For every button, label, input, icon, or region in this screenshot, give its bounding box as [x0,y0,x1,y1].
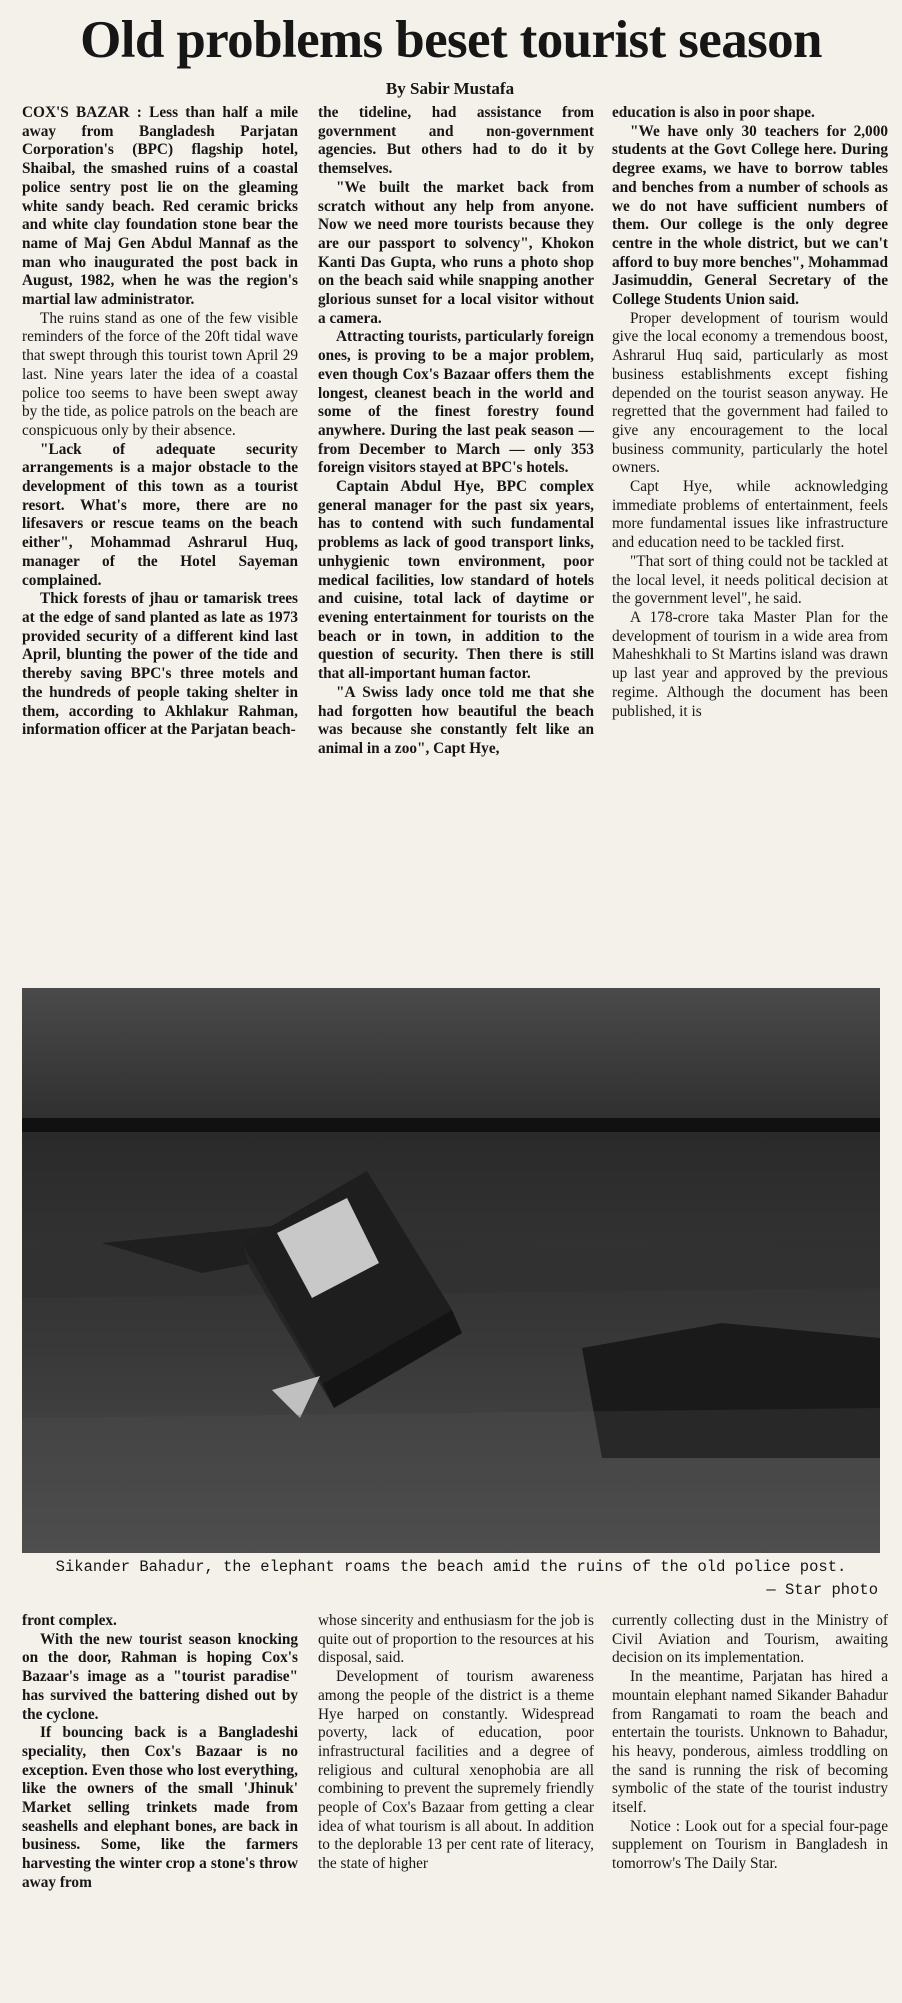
paragraph: Capt Hye, while acknowledging immediate problems of entertainment, feels more fundamental issues like infrastructure and education need to be tackled first. [612,478,888,552]
article-column-2-top [318,104,594,978]
article-column-3-top [612,104,888,978]
paragraph: Proper development of tourism would give the local economy a tremendous boost, Ashrarul Huq said, particularly as most business establishments except fishing depended on the tourist season anyway. He regretted that the government had failed to give any encouragement to the local business community, particularly the hotel owners. [612,309,888,477]
paragraph: Thick forests of jhau or tamarisk trees at the edge of sand planted as late as 1973 provided security of a different kind last April, blunting the power of the tide and thereby saving BPC's three motels and the hundreds of people taking shelter in them, according to Akhlakur Rahman, information officer at the Parjatan beach- [22,590,298,739]
paragraph: Notice : Look out for a special four-page supplement on Tourism in Bangladesh in tomorrow's The Daily Star. [612,1817,888,1873]
paragraph: Development of tourism awareness among the people of the district is a theme Hye harped on constantly. Widespread poverty, lack of education, poor infrastructural facilities and a degree of religious and cultural xenophobia are all combining to prevent the supremely friendly people of Cox's Bazaar from getting a clear idea of what tourism is all about. In addition to the deplorable 13 per cent rate of literacy, the state of higher [318,1668,594,1873]
paragraph: currently collecting dust in the Ministry of Civil Aviation and Tourism, awaiting decision on its implementation. [612,1612,888,1667]
photo-illustration [22,988,880,1553]
byline: By Sabir Mustafa [385,79,515,98]
dateline: COX'S BAZAR : [22,104,150,121]
paragraph: A 178-crore taka Master Plan for the development of tourism in a wide area from Maheshkhali to St Martins island was drawn up last year and approved by the previous regime. Although the document has been published, it is [612,608,888,720]
paragraph: Attracting tourists, particularly foreign ones, is proving to be a major problem, even though Cox's Bazaar offers them the longest, cleanest beach in the world and some of the finest forestry found anywhere. During the last peak season — from December to March — only 353 foreign visitors stayed at BPC's hotels. [318,328,594,477]
paragraph: "We built the market back from scratch without any help from anyone. Now we need more tourists because they are our passport to solvency", Khokon Kanti Das Gupta, who runs a photo shop on the beach said while snapping another glorious sunset for a local visitor without a camera. [318,178,594,327]
paragraph: the tideline, had assistance from government and non-government agencies. But others had to do it by themselves. [318,104,594,178]
photo-credit: — Star photo [766,1581,878,1599]
beach-ruins-photo [22,988,880,1553]
photo-caption: Sikander Bahadur, the elephant roams the beach amid the ruins of the old police post. [55,1558,847,1576]
paragraph: The ruins stand as one of the few visible reminders of the force of the 20ft tidal wave that swept through this tourist town April 29 last. Nine years later the idea of a coastal police too seems to have been swept away by the tide, as police patrols on the beach are conspicuous only by their absence. [22,309,298,439]
paragraph: whose sincerity and enthusiasm for the job is quite out of proportion to the resources at his disposal, said. [318,1612,594,1667]
paragraph: If bouncing back is a Bangladeshi speciality, then Cox's Bazaar is no exception. Even those who lost everything, like the owners of the small 'Jhinuk' Market selling trinkets made from seashells and elephant bones, are back in business. Some, like the farmers harvesting the winter crop a stone's throw away from [22,1724,298,1891]
article-column-1-bottom [22,1612,298,1998]
article-column-2-bottom [318,1612,594,1998]
headline: Old problems beset tourist season [80,11,822,69]
paragraph: "We have only 30 teachers for 2,000 students at the Govt College here. During degree exams, we have to borrow tables and benches from a number of schools as we do not have sufficient numbers of them. Our college is the only degree centre in the whole district, but we can't afford to buy more benches", Mohammad Jasimuddin, General Secretary of the College Students Union said. [612,122,888,309]
paragraph: "A Swiss lady once told me that she had forgotten how beautiful the beach was because she constantly felt like an animal in a zoo", Capt Hye, [318,683,594,757]
paragraph: front complex. [22,1612,117,1629]
article-column-1-top [22,104,298,978]
paragraph: "Lack of adequate security arrangements is a major obstacle to the development of this town as a tourist resort. What's more, there are no lifesavers or rescue teams on the beach either", Mohammad Ashrarul Huq, manager of the Hotel Sayeman complained. [22,440,298,589]
paragraph: "That sort of thing could not be tackled at the local level, it needs political decision at the government level", he said. [612,552,888,608]
paragraph: Captain Abdul Hye, BPC complex general manager for the past six years, has to contend with such fundamental problems as lack of good transport links, unhygienic town environment, poor medical facilities, low standard of hotels and cuisine, total lack of daytime or evening entertainment for tourists on the beach or in town, in addition to the question of security. Then there is still that all-important human factor. [318,478,594,683]
paragraph: In the meantime, Parjatan has hired a mountain elephant named Sikander Bahadur from Rangamati to roam the beach and entertain the tourists. Unknown to Bahadur, his heavy, ponderous, aimless troddling on the sand is running the risk of becoming symbolic of the state of the tourist industry itself. [612,1668,888,1817]
lead-text: Less than half a mile away from Bangladesh Parjatan Corporation's (BPC) flagship hotel, Shaibal, the smashed ruins of a coastal police sentry post lie on the gleaming white sandy beach. Red ceramic bricks and white clay foundation stone bear the name of Maj Gen Abdul Mannaf as the man who inaugurated the post back in August, 1982, when he was the region's martial law administrator. [22,104,298,309]
paragraph: With the new tourist season knocking on the door, Rahman is hoping Cox's Bazaar's image as a "tourist paradise" has survived the battering dished out by the cyclone. [22,1630,298,1723]
paragraph: education is also in poor shape. [612,104,815,121]
paragraph [22,104,298,310]
article-column-3-bottom [612,1612,888,1998]
